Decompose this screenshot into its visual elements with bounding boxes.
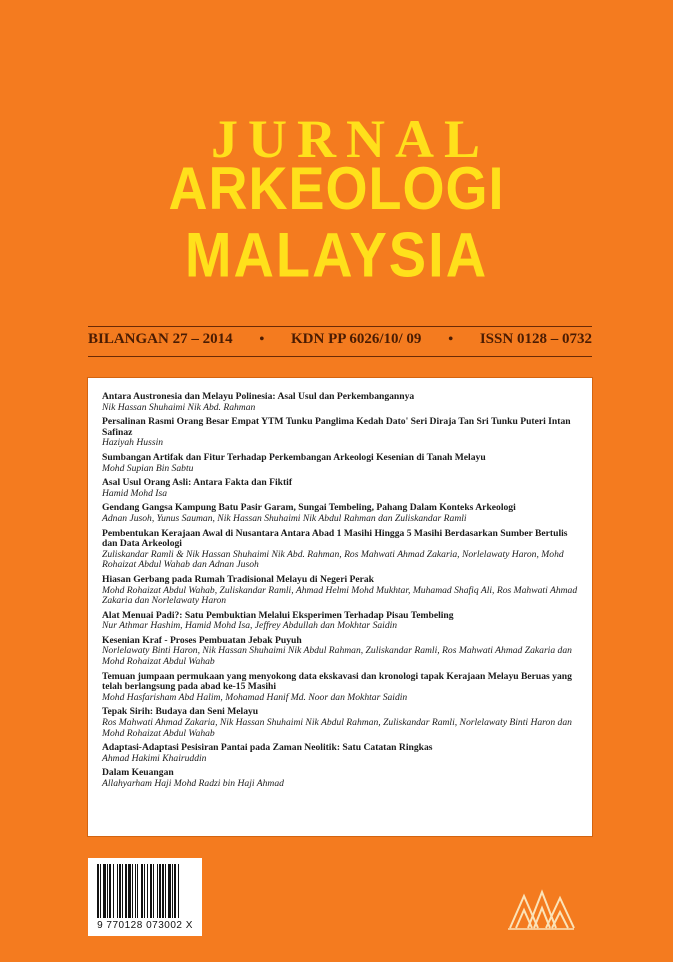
article-authors: Adnan Jusoh, Yunus Sauman, Nik Hassan Shuhaimi Nik Abdul Rahman dan Zuliskandar Ramli — [102, 512, 467, 524]
separator-dot: • — [448, 331, 454, 347]
article-authors: Nik Hassan Shuhaimi Nik Abd. Rahman — [102, 401, 256, 413]
contents-entry — [102, 453, 578, 474]
article-authors: Mohd Hasfarisham Abd Halim, Mohamad Hanif Md. Noor dan Mokhtar Saidin — [102, 691, 408, 703]
contents-entry — [102, 478, 578, 499]
article-title: Pembentukan Kerajaan Awal di Nusantara Antara Abad 1 Masihi Hingga 5 Masihi Berdasarkan Sumber Bertulis dan Data Arkeologi — [102, 527, 568, 550]
barcode-bar — [159, 864, 161, 918]
contents-entry — [102, 611, 578, 632]
article-title: Gendang Gangsa Kampung Batu Pasir Garam, Sungai Tembeling, Pahang Dalam Konteks Arkeologi — [102, 502, 516, 514]
article-title: Dalam Keuangan — [102, 767, 174, 779]
barcode-bar — [137, 864, 138, 918]
contents-entry — [102, 417, 578, 449]
barcode-bar — [144, 864, 145, 918]
contents-entry — [102, 768, 578, 789]
article-authors: Mohd Supian Bin Sabtu — [102, 462, 194, 474]
article-authors: Mohd Rohaizat Abdul Wahab, Zuliskandar Ramli, Ahmad Helmi Mohd Mukhtar, Muhamad Shafiq Ali, Ros Mahwati Ahmad Zakaria dan Norlelawaty Haron — [102, 584, 578, 607]
barcode-bar — [132, 864, 133, 918]
barcode-bar — [97, 864, 99, 918]
article-authors: Hamid Mohd Isa — [102, 487, 168, 499]
article-title: Alat Menuai Padi?: Satu Pembuktian Melalui Eksperimen Terhadap Pisau Tembeling — [102, 609, 454, 621]
article-title: Hiasan Gerbang pada Rumah Tradisional Melayu di Negeri Perak — [102, 573, 375, 585]
article-title: Asal Usul Orang Asli: Antara Fakta dan Fiktif — [102, 477, 293, 489]
bottom-rule — [88, 356, 592, 357]
barcode-bar — [113, 864, 114, 918]
barcode-bar — [157, 864, 158, 918]
barcode-bar — [100, 864, 101, 918]
article-authors: Allahyarham Haji Mohd Radzi bin Haji Ahmad — [102, 778, 284, 789]
top-rule — [88, 326, 592, 327]
barcode-bar — [122, 864, 123, 918]
article-authors: Zuliskandar Ramli & Nik Hassan Shuhaimi Nik Abd. Rahman, Ros Mahwati Ahmad Zakaria, Norlelawaty Haron, Mohd Rohaizat Abdul Wahab dan Adnan Jusoh — [102, 548, 564, 571]
contents-entry — [102, 743, 578, 764]
barcode-bar — [128, 864, 131, 918]
article-authors: Ahmad Hakimi Khairuddin — [102, 752, 207, 764]
article-authors: Ros Mahwati Ahmad Zakaria, Nik Hassan Shuhaimi Nik Abdul Rahman, Zuliskandar Ramli, Norlelawaty Binti Haron dan Mohd Rohaizat Abdul Wahab — [102, 717, 572, 739]
contents-entry — [102, 503, 578, 524]
barcode-bar — [109, 864, 111, 918]
issue-number: BILANGAN 27 – 2014 — [88, 331, 233, 347]
barcode-bar — [117, 864, 118, 918]
barcode-bar — [178, 864, 179, 918]
contents-entry — [102, 529, 578, 571]
barcode-icon — [95, 864, 195, 918]
article-authors: Haziyah Hussin — [102, 437, 164, 449]
journal-title-line2: ARKEOLOGI — [168, 155, 505, 223]
article-title: Tepak Sirih: Budaya dan Seni Melayu — [102, 706, 259, 718]
barcode-bar — [162, 864, 164, 918]
issn-number: ISSN 0128 – 0732 — [479, 331, 592, 347]
article-authors: Nur Athmar Hashim, Hamid Mohd Isa, Jeffrey Abdullah dan Mokhtar Saidin — [102, 620, 398, 632]
barcode-bar — [141, 864, 143, 918]
journal-title-line1: JURNAL — [210, 109, 490, 169]
table-of-contents — [88, 378, 592, 836]
kdn-number: KDN PP 6026/10/ 09 — [291, 331, 422, 347]
contents-entry — [102, 392, 578, 413]
contents-entry — [102, 575, 578, 607]
barcode-bar — [147, 864, 148, 918]
barcode-bar — [125, 864, 127, 918]
article-title: Adaptasi-Adaptasi Pesisiran Pantai pada Zaman Neolitik: Satu Catatan Ringkas — [102, 742, 433, 754]
barcode-bar — [172, 864, 173, 918]
article-title: Antara Austronesia dan Melayu Polinesia: Asal Usul dan Perkembangannya — [102, 391, 415, 402]
contents-entry — [102, 707, 578, 739]
article-title: Kesenian Kraf - Proses Pembuatan Jebak Puyuh — [102, 634, 302, 646]
barcode-bar — [103, 864, 106, 918]
contents-entry — [102, 672, 578, 704]
barcode-bar — [150, 864, 152, 918]
barcode-bar — [119, 864, 121, 918]
barcode-bar — [153, 864, 154, 918]
contents-entry — [102, 636, 578, 668]
article-authors: Norlelawaty Binti Haron, Nik Hassan Shuhaimi Nik Abdul Rahman, Zuliskandar Ramli, Ros Mahwati Ahmad Zakaria dan Mohd Rohaizat Abdul Wahab — [102, 645, 572, 668]
barcode — [88, 858, 202, 936]
issue-info-line — [88, 331, 592, 348]
barcode-bar — [168, 864, 171, 918]
separator-dot: • — [259, 331, 265, 347]
barcode-bar — [165, 864, 166, 918]
article-title: Temuan jumpaan permukaan yang menyokong data ekskavasi dan kronologi tapak Kerajaan Melayu Beruas yang telah berlangsung pada abad ke-15 Masihi — [102, 670, 572, 693]
article-title: Sumbangan Artifak dan Fitur Terhadap Perkembangan Arkeologi Kesenian di Tanah Melayu — [102, 451, 486, 463]
barcode-number: 9 770128 073002 X — [97, 920, 193, 931]
barcode-bar — [135, 864, 136, 918]
journal-title-line3: MALAYSIA — [184, 219, 489, 290]
article-title: Persalinan Rasmi Orang Besar Empat YTM Tunku Panglima Kedah Dato' Seri Diraja Tan Sri Tunku Puteri Intan Safinaz — [102, 416, 571, 438]
barcode-bar — [107, 864, 108, 918]
barcode-bar — [174, 864, 176, 918]
publisher-logo-icon — [506, 882, 576, 932]
